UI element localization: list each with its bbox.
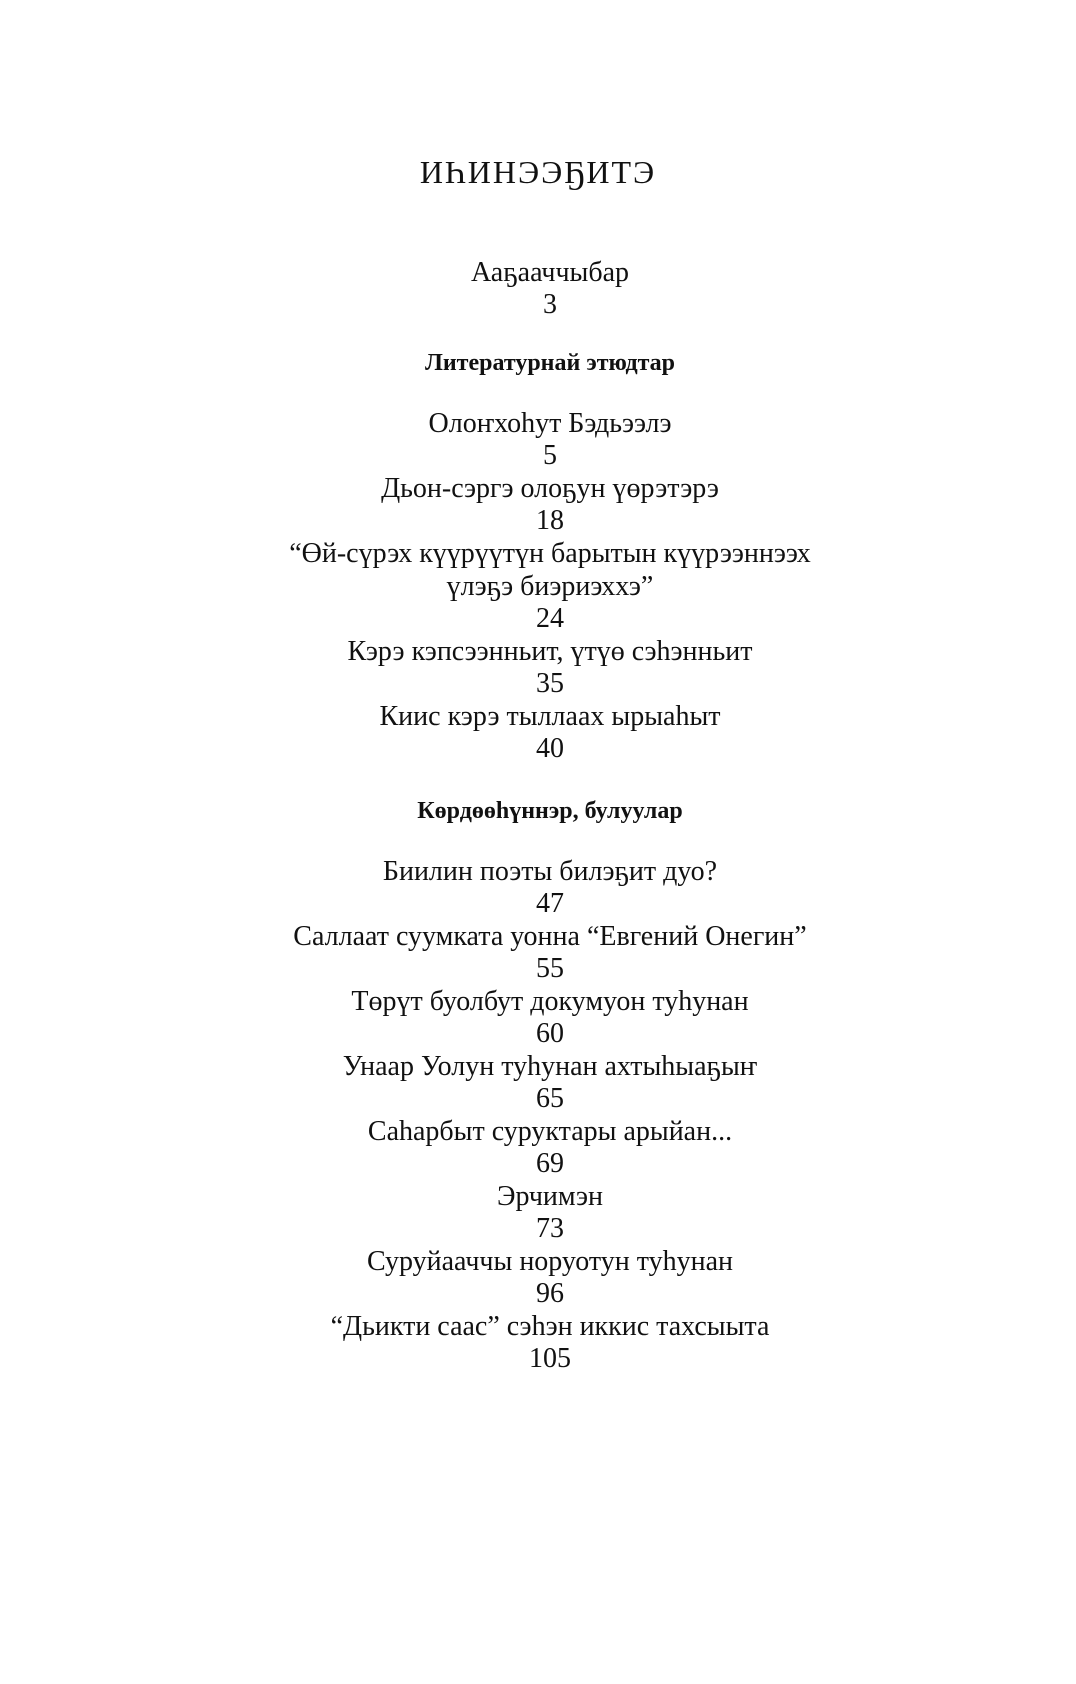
toc-entry [190,472,910,537]
toc-entry-title: Ааҕааччыбар [470,257,630,288]
toc-entry-page-number: 3 [543,289,557,320]
toc-entry-title: Саллаат суумката уонна “Евгений Онегин” [293,921,807,952]
toc-entry-title: “Дьикти саас” сэһэн иккис тахсыыта [330,1311,770,1342]
toc-entry-title: Кэрэ кэпсээнньит, үтүө сэһэнньит [347,636,753,667]
toc-entry-title: Суруйааччы норуотун туһунан [367,1246,733,1277]
toc-entry-title: Унаар Уолун туһунан ахтыһыаҕыҥ [342,1051,758,1082]
toc-entry [190,537,910,635]
page-title: ИҺИНЭЭҔИТЭ [419,154,657,190]
toc-entry-page-number: 69 [536,1148,564,1179]
section-heading-searches-findings: Көрдөөһүннэр, булуулар [417,798,683,824]
toc-entry-title: “Өй-сүрэх күүрүүтүн барытын күүрээннээх [289,538,811,569]
toc-entry [190,407,910,472]
toc-entry [190,1050,910,1115]
toc-entry [190,1115,910,1180]
toc-entry-page-number: 73 [536,1213,564,1244]
table-of-contents [190,256,910,1375]
toc-entry-page-number: 35 [536,668,564,699]
toc-entry-page-number: 55 [536,953,564,984]
toc-entry-title-continuation: үлэҕэ биэриэххэ” [446,571,654,602]
toc-entry-title: Төрүт буолбут докумуон туһунан [351,986,749,1017]
toc-entry-page-number: 18 [536,505,564,536]
toc-entry-page-number: 5 [543,440,557,471]
toc-entry-page-number: 24 [536,603,564,634]
toc-entry-title: Дьон-сэргэ олоҕун үөрэтэрэ [381,473,719,504]
toc-entry-page-number: 96 [536,1278,564,1309]
toc-entry-page-number: 105 [529,1343,571,1374]
toc-entry-page-number: 65 [536,1083,564,1114]
toc-entry [190,1310,910,1375]
toc-entry [190,700,910,765]
toc-entry-title: Олоҥхоһут Бэдьээлэ [428,408,672,439]
toc-entry [190,635,910,700]
section-heading-literary-etudes: Литературнай этюдтар [424,350,676,376]
toc-entry-title: Киис кэрэ тыллаах ырыаһыт [379,701,721,732]
toc-entry-page-number: 47 [536,888,564,919]
toc-entry-title: Саһарбыт суруктары арыйан... [367,1116,733,1147]
toc-entry-page-number: 40 [536,733,564,764]
toc-entry-page-number: 60 [536,1018,564,1049]
toc-entry-title: Эрчимэн [497,1181,603,1212]
toc-entry-title: Биилин поэты билэҕит дуо? [382,856,718,887]
toc-entry [190,855,910,920]
toc-entry [190,920,910,985]
toc-entry-intro [190,256,910,321]
toc-entry [190,985,910,1050]
toc-entry [190,1180,910,1245]
toc-entry [190,1245,910,1310]
